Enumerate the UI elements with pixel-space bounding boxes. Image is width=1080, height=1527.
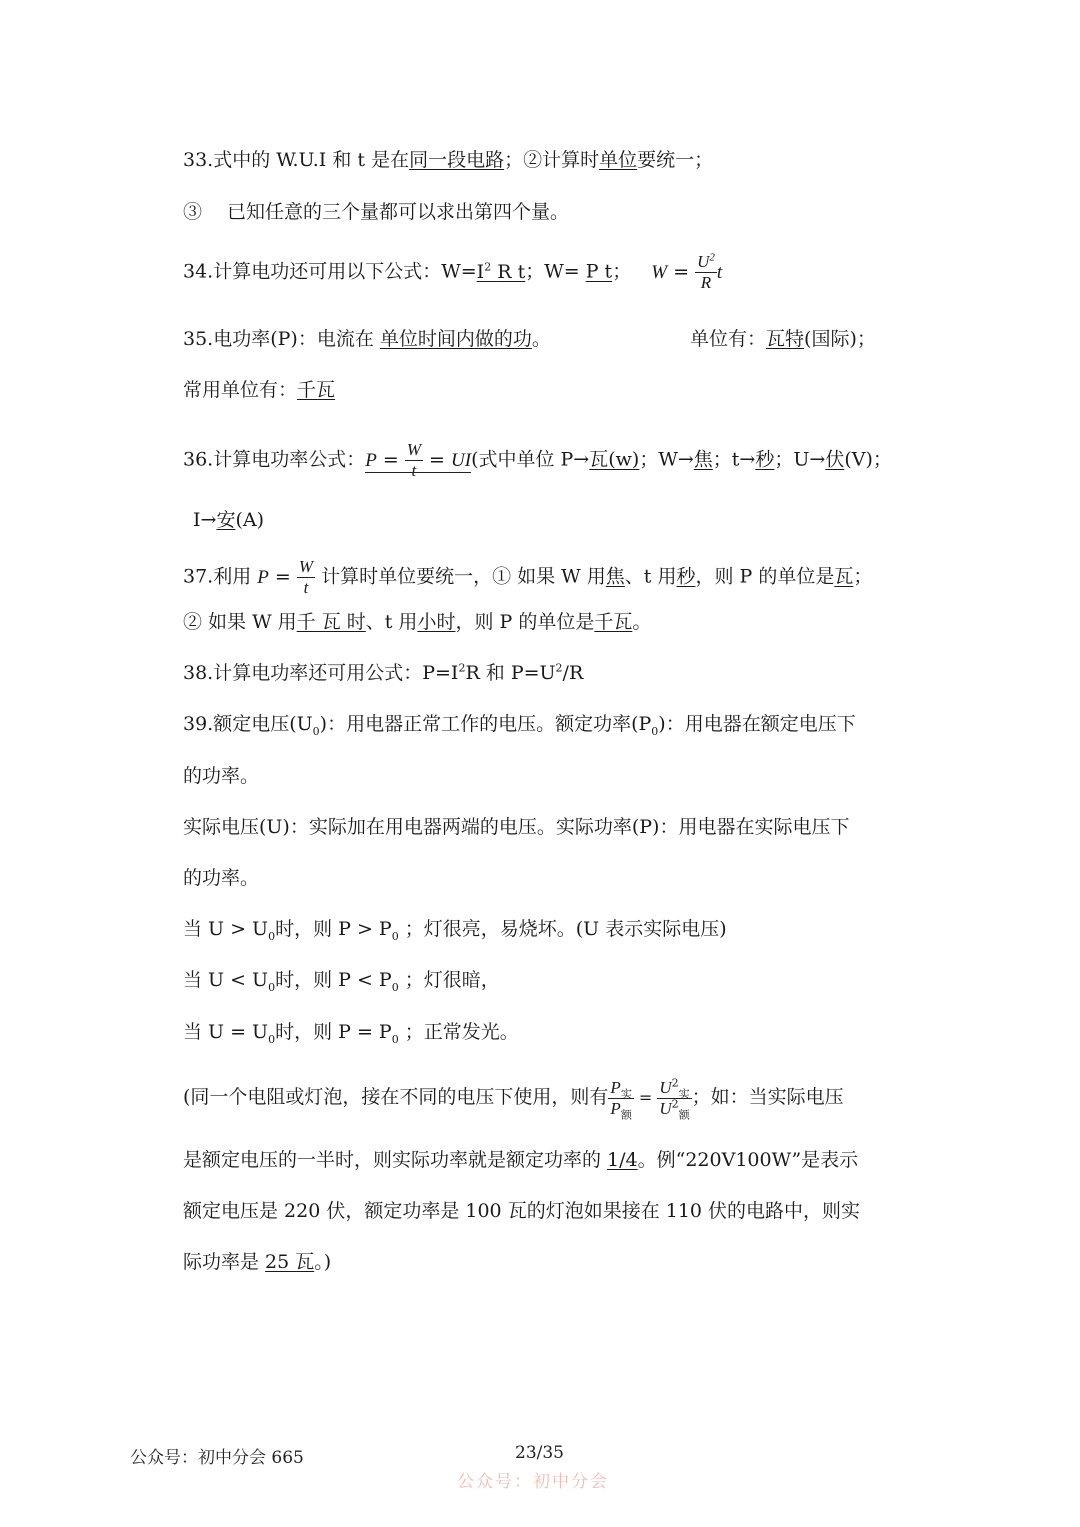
text: ；t→ [712,448,756,471]
underlined-term: 小时 [417,611,456,633]
item-36 [183,440,892,481]
item-33 [183,148,713,172]
item-37 [183,557,872,598]
item-39: 39.额定电压$(U_0)$：用电器正常工作的电压。额定功率$(P_0)$：用电器在额定电压下 [183,713,856,738]
page-number: 23/35 [515,1443,564,1463]
underlined-term: 伏 [825,448,845,471]
text: 35.电功率(P)：电流在 [183,328,380,350]
case-less: 当 $U < U_0$时，则 $P < P_0$ ；灯很暗， [183,969,500,994]
text: ； [612,260,632,283]
text: ；②计算时 [504,149,600,171]
item-35-common [183,378,335,402]
item-ratio-cont3: 际功率是 25 瓦。) [183,1251,332,1273]
text: 。 [531,328,551,350]
underlined-term: 1/4 [607,1149,638,1171]
case-equal: 当 $U = U_0$时，则 $P = P_0$ ；正常发光。 [183,1021,519,1046]
item-35-units [690,327,876,351]
text: 的功率。 [183,765,260,787]
text: ③ 已知任意的三个量都可以求出第四个量。 [183,201,570,223]
item-39-cont [183,764,259,788]
underlined-term: 焦 [693,448,713,471]
underlined-term: 同一段电路 [409,149,505,171]
underlined-term: 千 瓦 时 [296,611,366,633]
formula-p-w-t: P = $\frac{W}{t}$ [257,557,314,597]
text: (A) [235,509,264,531]
text: ； [853,565,873,588]
text: 34.计算电功还可用以下公式：W= [183,260,477,283]
underlined-term: 瓦特 [766,328,805,350]
item-ratio [183,1076,844,1122]
text: R 和 P=U [465,662,556,684]
text: ；U→ [774,448,826,471]
text: 、t 用 [624,565,677,588]
item-ratio-cont1: 是额定电压的一半时，则实际功率就是额定功率的 1/4。例“220V100W”是表示 [183,1149,859,1171]
text: ；W= [525,260,586,283]
formula-power-ratio: $\frac{P_实}{P_额}$ = $\frac{U^2_实}{U^2_额}$ [610,1076,690,1122]
underlined-term: 千瓦 [594,611,633,633]
underlined-term: P t [585,260,613,283]
text: ，则 P 的单位是 [695,565,835,588]
item-38: 38.计算电功率还可用公式：$P=I^2R$ 和 $P=U^2/R$ [183,661,584,684]
text: 、t 用 [365,611,418,633]
underlined-term: 秒 [755,448,775,471]
text: 实际电压(U)：实际加在用电器两端的电压。实际功率(P)：用电器在实际电压下 [183,816,850,838]
underlined-term: 瓦 [834,565,854,588]
text: (国际)； [804,328,876,350]
text: ，则 P 的单位是 [455,611,595,633]
text: 38.计算电功率还可用公式：P=I [183,662,459,684]
text: )：用电器在额定电压下 [658,713,856,735]
text: 常用单位有： [183,379,298,401]
text: 要统一； [637,149,714,171]
watermark: 公众号：初中分会 [457,1472,609,1492]
text: I→ [193,509,217,531]
item-35 [183,327,551,351]
text: )：用电器正常工作的电压。额定功率(P [319,713,652,735]
formula-w-u2-r-t: W = $\frac{U^2}{R}$ t [651,251,723,292]
case-greater: 当 $U > U_0$时，则 $P > P_0$ ；灯很亮，易烧坏。(U 表示实际电压) [183,918,727,943]
item-actual [183,815,849,839]
item-ratio-cont2: 额定电压是 220 伏，额定功率是 100 瓦的灯泡如果接在 110 伏的电路中，则实 [183,1200,861,1222]
text: (V)； [844,448,892,471]
text: 计算时单位要统一，① 如果 W 用 [315,565,606,588]
underlined-term: 单位 [599,149,638,171]
item-37-kwh [183,610,651,634]
text: ；如：当实际电压 [691,1086,844,1108]
text: 36.计算电功率公式： [183,448,366,471]
text: 。 [632,611,652,633]
footer-account: 公众号：初中分会 665 [130,1448,304,1468]
text: 37.利用 [183,565,258,588]
text: 的功率。 [183,867,260,889]
item-33-note [183,200,569,224]
underlined-term: 安 [216,509,236,531]
underlined-term: 秒 [676,565,696,588]
item-34 [183,252,722,293]
text: 单位有： [690,328,767,350]
underlined-term: 瓦(w) [589,448,640,471]
text: 39.额定电压(U [183,713,313,735]
item-36-current [193,508,264,532]
text: 33.式中的 W.U.I 和 t 是在 [183,149,410,171]
formula-p-w-t-ui: P = $\frac{W}{t}$ = UI [365,440,472,480]
underlined-term: $I^2$ R t [476,260,526,283]
text: ；W→ [639,448,694,471]
text: (式中单位 P→ [471,448,590,471]
item-actual-cont [183,866,259,890]
underlined-term: 单位时间内做的功 [379,328,532,350]
underlined-term: 焦 [605,565,625,588]
underlined-term: 25 瓦 [265,1251,315,1273]
underlined-term: 千瓦 [297,379,336,401]
text: ② 如果 W 用 [183,611,297,633]
text: (同一个电阻或灯泡，接在不同的电压下使用，则有 [183,1086,609,1108]
text: /R [562,662,584,684]
